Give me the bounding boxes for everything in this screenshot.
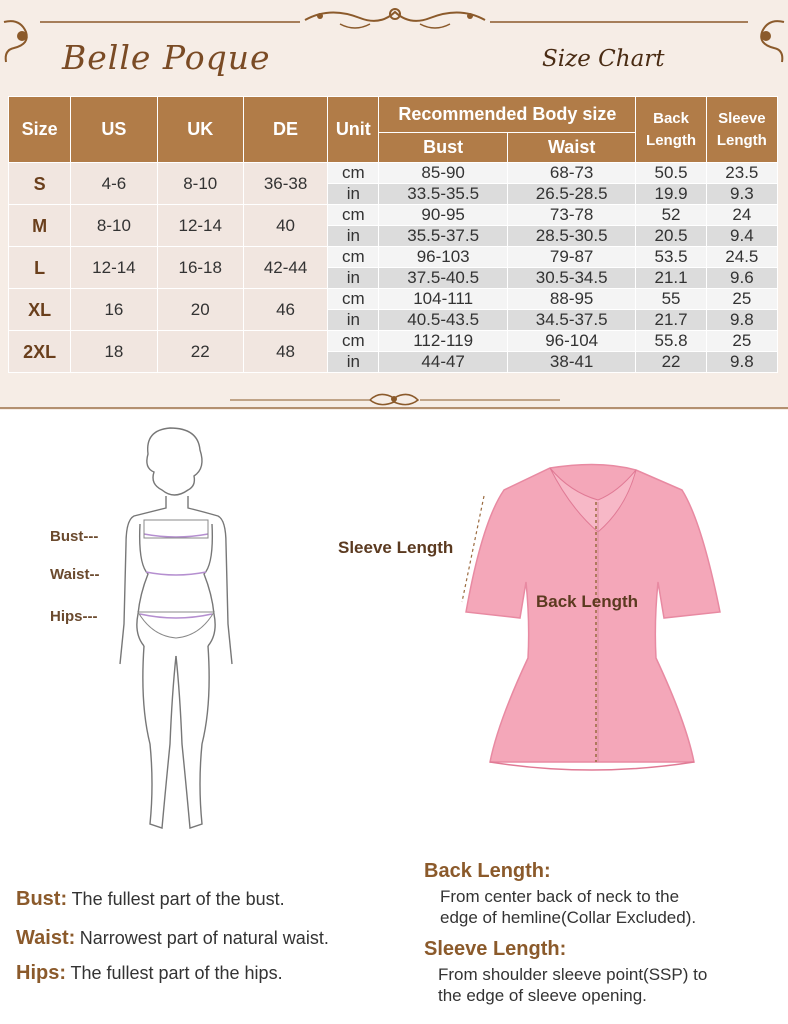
bust-cell: 44-47 xyxy=(379,352,508,373)
header-us: US xyxy=(71,97,157,163)
size-chart-panel xyxy=(0,0,788,410)
sleeve-length-text-line1: From shoulder sleeve point(SSP) to xyxy=(438,965,708,984)
waist-cell: 30.5-34.5 xyxy=(507,268,636,289)
uk-cell: 8-10 xyxy=(157,163,243,205)
body-figure xyxy=(110,424,240,844)
sleeve-length-cell: 9.8 xyxy=(706,352,777,373)
waist-cell: 38-41 xyxy=(507,352,636,373)
waist-cell: 26.5-28.5 xyxy=(507,184,636,205)
brand-logo: Belle Poque xyxy=(62,38,271,77)
waist-text: Narrowest part of natural waist. xyxy=(79,928,329,948)
bust-cell: 35.5-37.5 xyxy=(379,226,508,247)
sleeve-length-cell: 24.5 xyxy=(706,247,777,268)
header-sleeve-length-line1: Sleeve xyxy=(718,109,766,127)
sleeve-length-definition xyxy=(438,964,778,1006)
waist-cell: 34.5-37.5 xyxy=(507,310,636,331)
back-length-cell: 21.1 xyxy=(636,268,706,289)
bust-text: The fullest part of the bust. xyxy=(71,889,285,909)
bust-cell: 104-111 xyxy=(379,289,508,310)
uk-cell: 16-18 xyxy=(157,247,243,289)
bust-cell: 37.5-40.5 xyxy=(379,268,508,289)
uk-cell: 20 xyxy=(157,289,243,331)
table-row xyxy=(9,247,778,268)
back-length-cell: 55 xyxy=(636,289,706,310)
header-waist: Waist xyxy=(507,133,636,163)
sleeve-length-cell: 25 xyxy=(706,289,777,310)
us-cell: 18 xyxy=(71,331,157,373)
sleeve-length-cell: 9.4 xyxy=(706,226,777,247)
header-unit: Unit xyxy=(328,97,379,163)
size-cell: L xyxy=(9,247,71,289)
de-cell: 42-44 xyxy=(243,247,327,289)
header-sleeve-length xyxy=(706,97,777,163)
header-bust: Bust xyxy=(379,133,508,163)
sleeve-length-text-line2: the edge of sleeve opening. xyxy=(438,986,647,1005)
de-cell: 46 xyxy=(243,289,327,331)
bottom-ornament xyxy=(0,386,788,410)
back-length-definition xyxy=(440,886,780,928)
us-cell: 4-6 xyxy=(71,163,157,205)
hips-text: The fullest part of the hips. xyxy=(70,963,283,983)
unit-cell: in xyxy=(328,352,379,373)
unit-cell: in xyxy=(328,310,379,331)
bust-definition xyxy=(16,888,285,911)
bust-cell: 33.5-35.5 xyxy=(379,184,508,205)
table-row xyxy=(9,205,778,226)
waist-cell: 68-73 xyxy=(507,163,636,184)
unit-cell: cm xyxy=(328,289,379,310)
waist-cell: 73-78 xyxy=(507,205,636,226)
header-size: Size xyxy=(9,97,71,163)
unit-cell: in xyxy=(328,268,379,289)
header-de: DE xyxy=(243,97,327,163)
back-length-cell: 55.8 xyxy=(636,331,706,352)
hips-label: Hips--- xyxy=(50,608,98,625)
size-cell: S xyxy=(9,163,71,205)
unit-cell: in xyxy=(328,226,379,247)
us-cell: 12-14 xyxy=(71,247,157,289)
back-length-cell: 52 xyxy=(636,205,706,226)
back-length-cell: 53.5 xyxy=(636,247,706,268)
back-length-text-line1: From center back of neck to the xyxy=(440,887,680,906)
sleeve-length-cell: 9.3 xyxy=(706,184,777,205)
sleeve-length-term: Sleeve Length: xyxy=(424,938,567,960)
bust-label: Bust--- xyxy=(50,528,99,545)
hips-term: Hips: xyxy=(16,962,66,984)
unit-cell: cm xyxy=(328,205,379,226)
header-sleeve-length-line2: Length xyxy=(716,131,767,149)
waist-term: Waist: xyxy=(16,927,76,949)
header-back-length xyxy=(636,97,706,163)
sleeve-length-cell: 9.6 xyxy=(706,268,777,289)
header-uk: UK xyxy=(157,97,243,163)
de-cell: 48 xyxy=(243,331,327,373)
waist-cell: 28.5-30.5 xyxy=(507,226,636,247)
waist-cell: 79-87 xyxy=(507,247,636,268)
uk-cell: 12-14 xyxy=(157,205,243,247)
unit-cell: cm xyxy=(328,247,379,268)
bust-cell: 90-95 xyxy=(379,205,508,226)
back-length-cell: 19.9 xyxy=(636,184,706,205)
bust-term: Bust: xyxy=(16,888,68,910)
unit-cell: cm xyxy=(328,331,379,352)
chart-title: Size Chart xyxy=(542,46,665,72)
us-cell: 8-10 xyxy=(71,205,157,247)
waist-definition xyxy=(16,927,329,950)
header-back-length-line1: Back xyxy=(653,109,689,127)
bust-cell: 96-103 xyxy=(379,247,508,268)
top-frame-lines xyxy=(0,0,788,40)
unit-cell: cm xyxy=(328,163,379,184)
bust-cell: 85-90 xyxy=(379,163,508,184)
table-row xyxy=(9,163,778,184)
de-cell: 40 xyxy=(243,205,327,247)
bust-cell: 40.5-43.5 xyxy=(379,310,508,331)
size-cell: XL xyxy=(9,289,71,331)
uk-cell: 22 xyxy=(157,331,243,373)
sleeve-length-cell: 24 xyxy=(706,205,777,226)
back-length-text-line2: edge of hemline(Collar Excluded). xyxy=(440,908,697,927)
waist-cell: 88-95 xyxy=(507,289,636,310)
back-length-cell: 21.7 xyxy=(636,310,706,331)
back-length-label: Back Length xyxy=(536,592,639,611)
header-recommended-body-size: Recommended Body size xyxy=(379,97,636,133)
back-length-term: Back Length: xyxy=(424,860,551,882)
waist-cell: 96-104 xyxy=(507,331,636,352)
header-back-length-line2: Length xyxy=(646,131,697,149)
sleeve-length-cell: 25 xyxy=(706,331,777,352)
back-length-cell: 22 xyxy=(636,352,706,373)
waist-label: Waist-- xyxy=(50,566,100,583)
back-length-cell: 20.5 xyxy=(636,226,706,247)
back-length-cell: 50.5 xyxy=(636,163,706,184)
size-table xyxy=(8,96,778,373)
sleeve-length-cell: 23.5 xyxy=(706,163,777,184)
us-cell: 16 xyxy=(71,289,157,331)
table-row xyxy=(9,289,778,310)
hips-definition xyxy=(16,962,283,985)
size-cell: M xyxy=(9,205,71,247)
table-row xyxy=(9,331,778,352)
size-cell: 2XL xyxy=(9,331,71,373)
sleeve-length-cell: 9.8 xyxy=(706,310,777,331)
bust-cell: 112-119 xyxy=(379,331,508,352)
sleeve-length-label: Sleeve Length xyxy=(338,538,454,557)
unit-cell: in xyxy=(328,184,379,205)
de-cell: 36-38 xyxy=(243,163,327,205)
pink-blouse xyxy=(450,462,730,772)
